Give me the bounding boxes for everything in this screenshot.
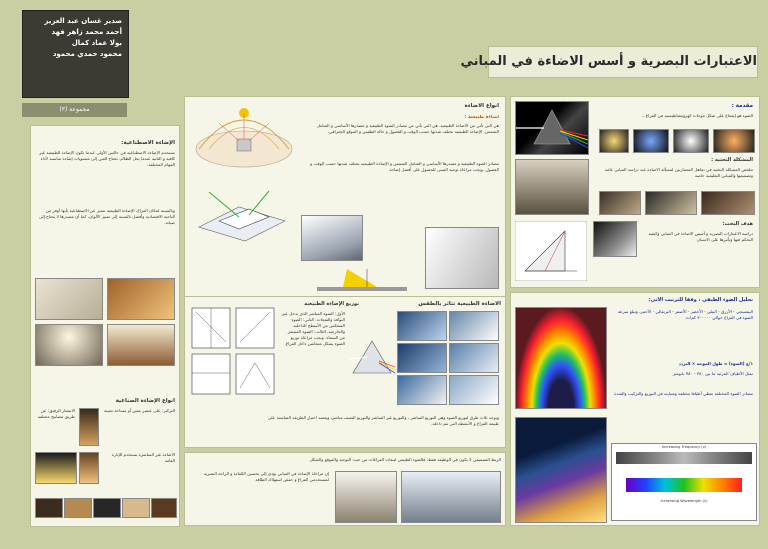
spectrum-panel <box>510 292 760 526</box>
light-types-panel <box>184 96 506 298</box>
weather-heading: الاضاءة الطبيعية تتأثر بالطقس <box>418 301 501 307</box>
problem-photo <box>515 159 589 215</box>
lamp-photo-1 <box>79 408 99 446</box>
rainbow-photo <box>515 307 607 409</box>
spectrum-visible-band <box>626 478 742 492</box>
artificial-body-1: تستخدم الإضاءة الاصطناعية في حالتين الأولى عندما تكون الإضاءة الطبيعية غير كافية و الثانية عندما يحل الظلام. تحتاج العين إلى مستويات إضاءة مناسبة لأداء المهام المختلفة. <box>39 150 175 167</box>
light-types-body-2: مصادر الضوء الطبيعية و مصدرها الأساسي و الشامل الشمس و الإضاءة الطبيعية تختلف شدتها حسب الوقت و الفصول. ويجب مراعاة توجيه المبنى للحصول على أفضل إضاءة. <box>310 161 499 172</box>
natural-light-subheading: اضاءة طبيعية : <box>464 115 499 120</box>
courtyard-photo <box>401 471 501 523</box>
building-model-diagram <box>189 187 295 247</box>
weather-photo-2 <box>449 311 499 341</box>
interior-photo-2 <box>107 278 175 320</box>
interior-photo-1 <box>35 278 103 320</box>
group-label-text: مجموعة (٣) <box>59 106 90 113</box>
intro-body: الضوء هو إشعاع على شكل موجات كهرومغناطيسية في الفراغ... <box>641 113 753 118</box>
weather-photo-4 <box>449 343 499 373</box>
goal-sun-diagram <box>515 221 587 281</box>
intro-heading: مقدمة : <box>731 103 753 109</box>
artificial-types-heading: أنواع الإضاءة الصناعية <box>115 398 175 404</box>
author-3: بولا عماد كمال <box>71 39 122 47</box>
classroom-photo <box>335 471 397 523</box>
strip-photo-3 <box>93 498 121 518</box>
author-box <box>22 10 129 98</box>
intro-photo-1 <box>599 129 629 153</box>
lamp-photo-2 <box>35 452 77 484</box>
interior-render <box>301 215 363 261</box>
spectrum-chart <box>611 443 757 521</box>
artificial-body-2: وبالنسبة لمكان الفراغ، الإضاءة الطبيعية تتميز عن الاصطناعية بأنها أوفر من الناحية الاقتصادية وأفضل بالنسبة إلى تمييز الألوان، كما أن مصدرها لا يحتاج إلى صيانة. <box>38 208 175 225</box>
weather-photo-1 <box>397 311 447 341</box>
intro-photo-2 <box>633 129 669 153</box>
lamp-photo-3 <box>79 452 99 484</box>
window-diagram-1 <box>191 307 231 349</box>
spectrum-em-band <box>616 452 752 464</box>
window-diagram-3 <box>191 353 231 395</box>
spectrum-formula-2: تمثل الأطياف المرئية ما بين ٣٨٠ - ٧٨٠ نانومتر <box>672 371 753 376</box>
section-photo <box>425 227 499 289</box>
conclusion-body-1: الربط التصميمي لا يكون في الوظيفة فقط، فالضوء الطبيعي لتبعات الفراغات من حيث التوجيه والموقع والشكل <box>309 457 501 462</box>
light-types-body-1: هي التي تأتي من الاضاءة الطبيعية. هي التي تأتي من مصادر الضوء الطبيعية و مصدرها الأساسي و الشامل الشمس. الإضاءة الطبيعية تختلف شدتها حسب الوقت و الفصول و حالة الطقس و الموقع الجغرافي. <box>316 123 499 134</box>
artificial-heading: الإضاءة الاصطناعية: <box>121 140 175 146</box>
distribution-heading: توزيع الإضاءة الطبيعية <box>304 301 359 307</box>
problem-photo-4 <box>701 191 755 215</box>
artificial-type-3: الاضاءة غير المباشرة تستخدم للإنارة العامة <box>111 452 175 463</box>
interior-photo-4 <box>107 324 175 366</box>
author-4: محمود حمدي محمود <box>52 50 122 58</box>
prism-rainbow <box>516 102 588 154</box>
author-2: أحمد محمد زاهر فهد <box>51 28 122 36</box>
intro-panel <box>510 96 760 288</box>
intro-photo-4 <box>713 129 755 153</box>
conclusion-panel <box>184 452 506 526</box>
spectrum-body-2: مصادر الضوء المختلفة تعطي أطيافا مختلفة ومتباينة في التوزيع والتركيب والشدة <box>613 391 753 396</box>
intro-photo-3 <box>673 129 709 153</box>
prism-diagram <box>349 337 395 377</box>
artificial-type-1: الانتشار الرقيق: عن طريق مصابيح مختلفة <box>37 408 75 419</box>
distribution-body: الأول: الضوء المباشر الذي يدخل عبر النوافذ والفتحات. الثاني: الضوء المنعكس من الأسطح الداخلية والخارجية. الثالث: الضوء المنتشر من السماء. ويجب مراعاة توزيع الضوء بشكل متجانس داخل الفراغ. <box>281 311 345 346</box>
goal-photo <box>593 221 637 257</box>
problem-body: تتلخص المشكلة البحثية في تجاهل المعماريين لمسألة الاضاءة عند دراسة المباني عامة وتصميمها والمباني التعليمية خاصة <box>604 167 753 178</box>
author-1: صدير غسان عبد العزيز <box>44 17 122 25</box>
title-bar <box>460 46 758 78</box>
strip-photo-5 <box>151 498 177 518</box>
group-label <box>22 103 127 117</box>
weather-photo-3 <box>397 343 447 373</box>
strip-photo-4 <box>122 498 150 518</box>
weather-photo-6 <box>449 375 499 405</box>
strip-photo-2 <box>64 498 92 518</box>
distribution-panel <box>184 296 506 448</box>
spectrum-formula-1: ١/ع (الضوء) = طول الموجة × التردد <box>678 361 753 366</box>
spectrum-bottom-label: Increasing Wavelength (λ) <box>660 499 708 503</box>
problem-heading: المشكلة البحثية : <box>711 157 753 163</box>
light-types-heading: أنواع الاضاءة <box>464 103 499 109</box>
strip-photo-1 <box>35 498 63 518</box>
prism-photo <box>515 101 589 155</box>
goal-heading: هدف البحث: <box>722 221 753 227</box>
spectrum-heading: تحليل الضوء الطيفي ، وفقا للترتيب الآتي: <box>648 297 753 303</box>
window-diagram-4 <box>235 353 275 395</box>
problem-photo-3 <box>645 191 697 215</box>
weather-photo-5 <box>397 375 447 405</box>
problem-photo-2 <box>599 191 641 215</box>
artificial-panel <box>30 125 180 527</box>
page-title: الاعتبارات البصرية و أسس الاضاءة في المباني <box>460 54 757 69</box>
distribution-methods-body: ويوجد ثلاث طرق لتوزيع الضوء وهي التوزيع المباشر ، والتوزيع غير المباشر والتوزيع النصف مباشر، ويعتمد اختيار الطريقة المناسبة على طبيعة الفراغ و الأنشطة التي تتم داخله. <box>267 415 499 426</box>
window-diagram-2 <box>235 307 275 349</box>
interior-photo-3 <box>35 324 103 366</box>
sun-path-diagram <box>189 101 299 177</box>
artificial-type-2: التركيز: على عنصر معين أو مساحة معينة <box>103 408 175 413</box>
spectrum-body: البنفسجي - الأزرق - النيلي - الأخضر - الأصفر - البرتقالي - الأحمر، وتبلغ سرعة الضوء في الفراغ حوالي ٣٠٠٠٠٠ كم/ث <box>617 309 753 320</box>
conclusion-body-2: إن مراعاة الإضاءة في المباني يؤدي إلى تحسين الكفاءة و الراحة البصرية لمستخدمي الفراغ و خفض استهلاك الطاقة <box>203 471 329 482</box>
aurora-photo <box>515 417 607 523</box>
goal-body: دراسة الاعتبارات البصرية و أسس الاضاءة في المباني وكيفية التحكم فيها وتأثيرها على الانسان <box>648 231 753 242</box>
section-sun-diagram <box>307 267 417 293</box>
spectrum-top-label: Increasing Frequency (ν) <box>661 445 707 449</box>
